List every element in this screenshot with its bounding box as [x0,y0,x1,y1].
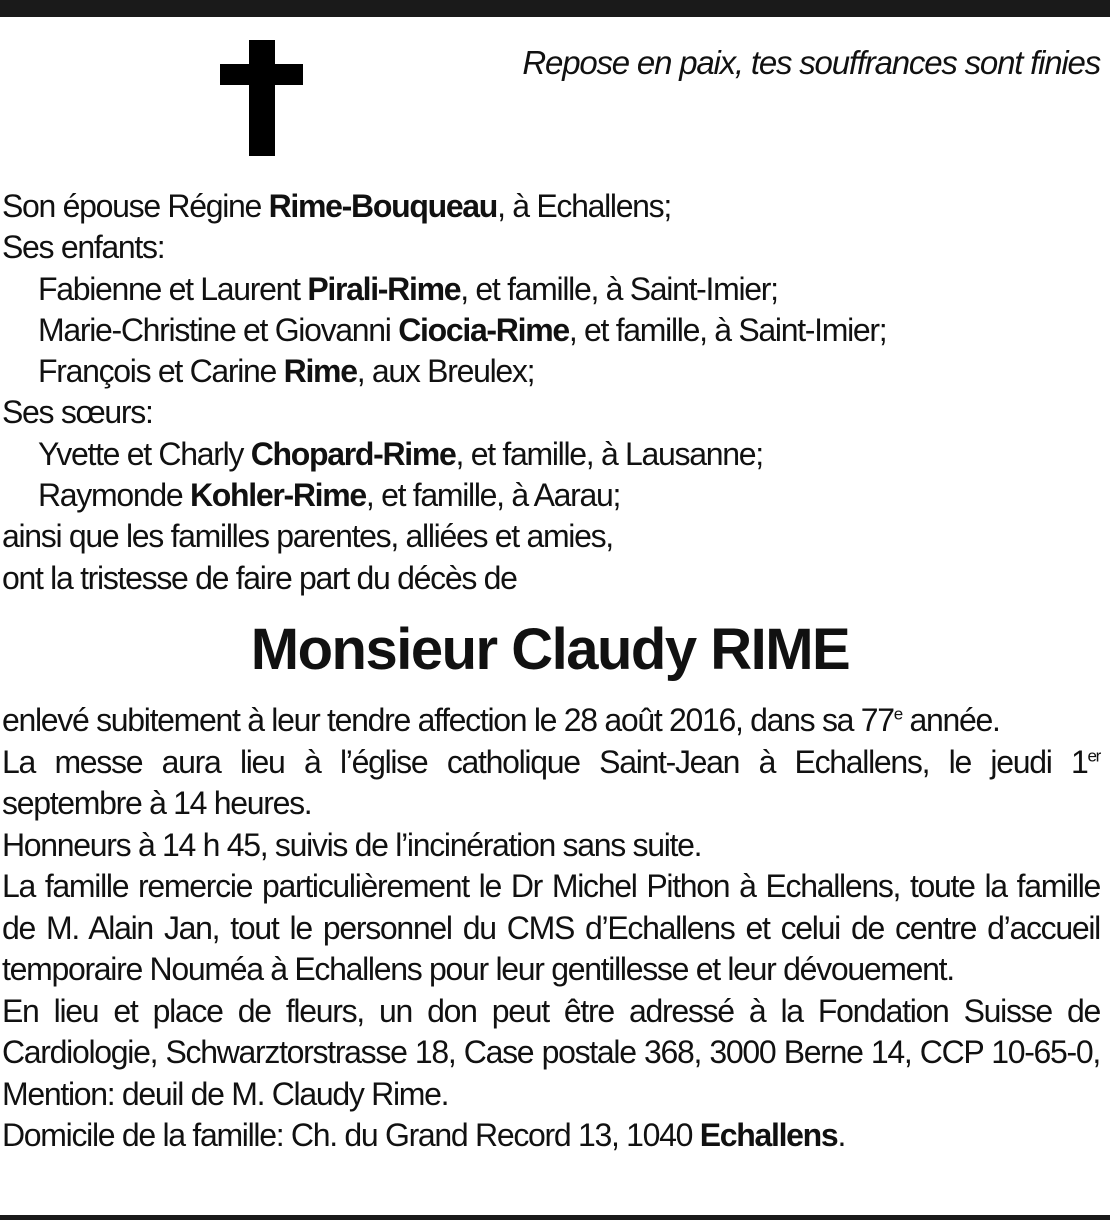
child-name: Pirali-Rime [307,270,461,307]
spouse-post: , à Echallens; [497,188,671,224]
child-post: , et famille, à Saint-Imier; [568,311,887,348]
thanks-paragraph: La famille remercie particulièrement le Dr Michel Pithon à Echallens, toute la famille de M. Alain Jan, tout le personnel du CMS d’Echallens et celui de centre d’accueil temporaire Nouméa à Echallens pour leur gentillesse et leur dévouement. [2,868,1100,987]
sister-line [2,434,886,475]
sister-name: Chopard-Rime [250,435,456,472]
death-ordinal: e [893,704,902,724]
family-list [2,186,886,599]
mass-ordinal: er [1087,745,1100,765]
death-text: enlevé subitement à leur tendre affection le 28 août 2016, dans sa 77 [2,702,894,738]
closing-line-1: ainsi que les familles parentes, alliées et amies, [2,518,613,555]
mass-paragraph [2,742,1100,825]
child-line [2,269,886,310]
spouse-pre: Son épouse Régine [2,188,269,224]
sister-pre: Yvette et Charly [38,435,251,472]
child-pre: Marie-Christine et Giovanni [38,311,399,348]
bottom-rule [0,1215,1110,1220]
spouse-name: Rime-Bouqueau [268,188,498,224]
mass-text-end: septembre à 14 heures. [2,785,312,821]
cross-vertical-bar [249,40,275,156]
notice-details [2,700,1100,1157]
closing-line-2: ont la tristesse de faire part du décès de [2,559,517,596]
donation-paragraph: En lieu et place de fleurs, un don peut être adressé à la Fondation Suisse de Cardiologie, Schwarztorstrasse 18, Case postale 368, 3000 Berne 14, CCP 10-65-0, Mention: deuil de M. Claudy Rime. [2,992,1100,1112]
child-name: Rime [283,353,357,390]
child-pre: Fabienne et Laurent [38,270,308,307]
domicile-end: . [837,1117,846,1153]
child-name: Ciocia-Rime [398,311,569,348]
top-rule [0,0,1110,17]
sisters-label: Ses sœurs: [2,394,153,431]
children-label: Ses enfants: [2,229,165,266]
child-post: , et famille, à Saint-Imier; [460,270,778,307]
death-text-end: année. [901,702,1000,738]
sister-name: Kohler-Rime [189,477,366,514]
sister-post: , et famille, à Lausanne; [455,435,763,472]
deceased-name: Monsieur Claudy RIME [250,617,850,682]
sister-line [2,475,886,516]
child-post: , aux Breulex; [356,353,535,390]
honours-paragraph: Honneurs à 14 h 45, suivis de l’incinération sans suite. [2,826,702,863]
spouse-line [2,186,886,227]
domicile-town: Echallens [699,1117,838,1153]
child-pre: François et Carine [38,353,284,390]
mass-text: La messe aura lieu à l’église catholique Saint-Jean à Echallens, le jeudi 1 [2,743,1088,780]
motto: Repose en paix, tes souffrances sont finies [522,44,1100,81]
cross-horizontal-bar [220,64,303,85]
sister-post: , et famille, à Aarau; [365,477,621,514]
sister-pre: Raymonde [38,477,190,514]
domicile-paragraph [2,1115,1100,1157]
domicile-text: Domicile de la famille: Ch. du Grand Record 13, 1040 [2,1117,700,1153]
death-paragraph [2,700,1100,742]
child-line [2,351,886,392]
child-line [2,310,886,351]
